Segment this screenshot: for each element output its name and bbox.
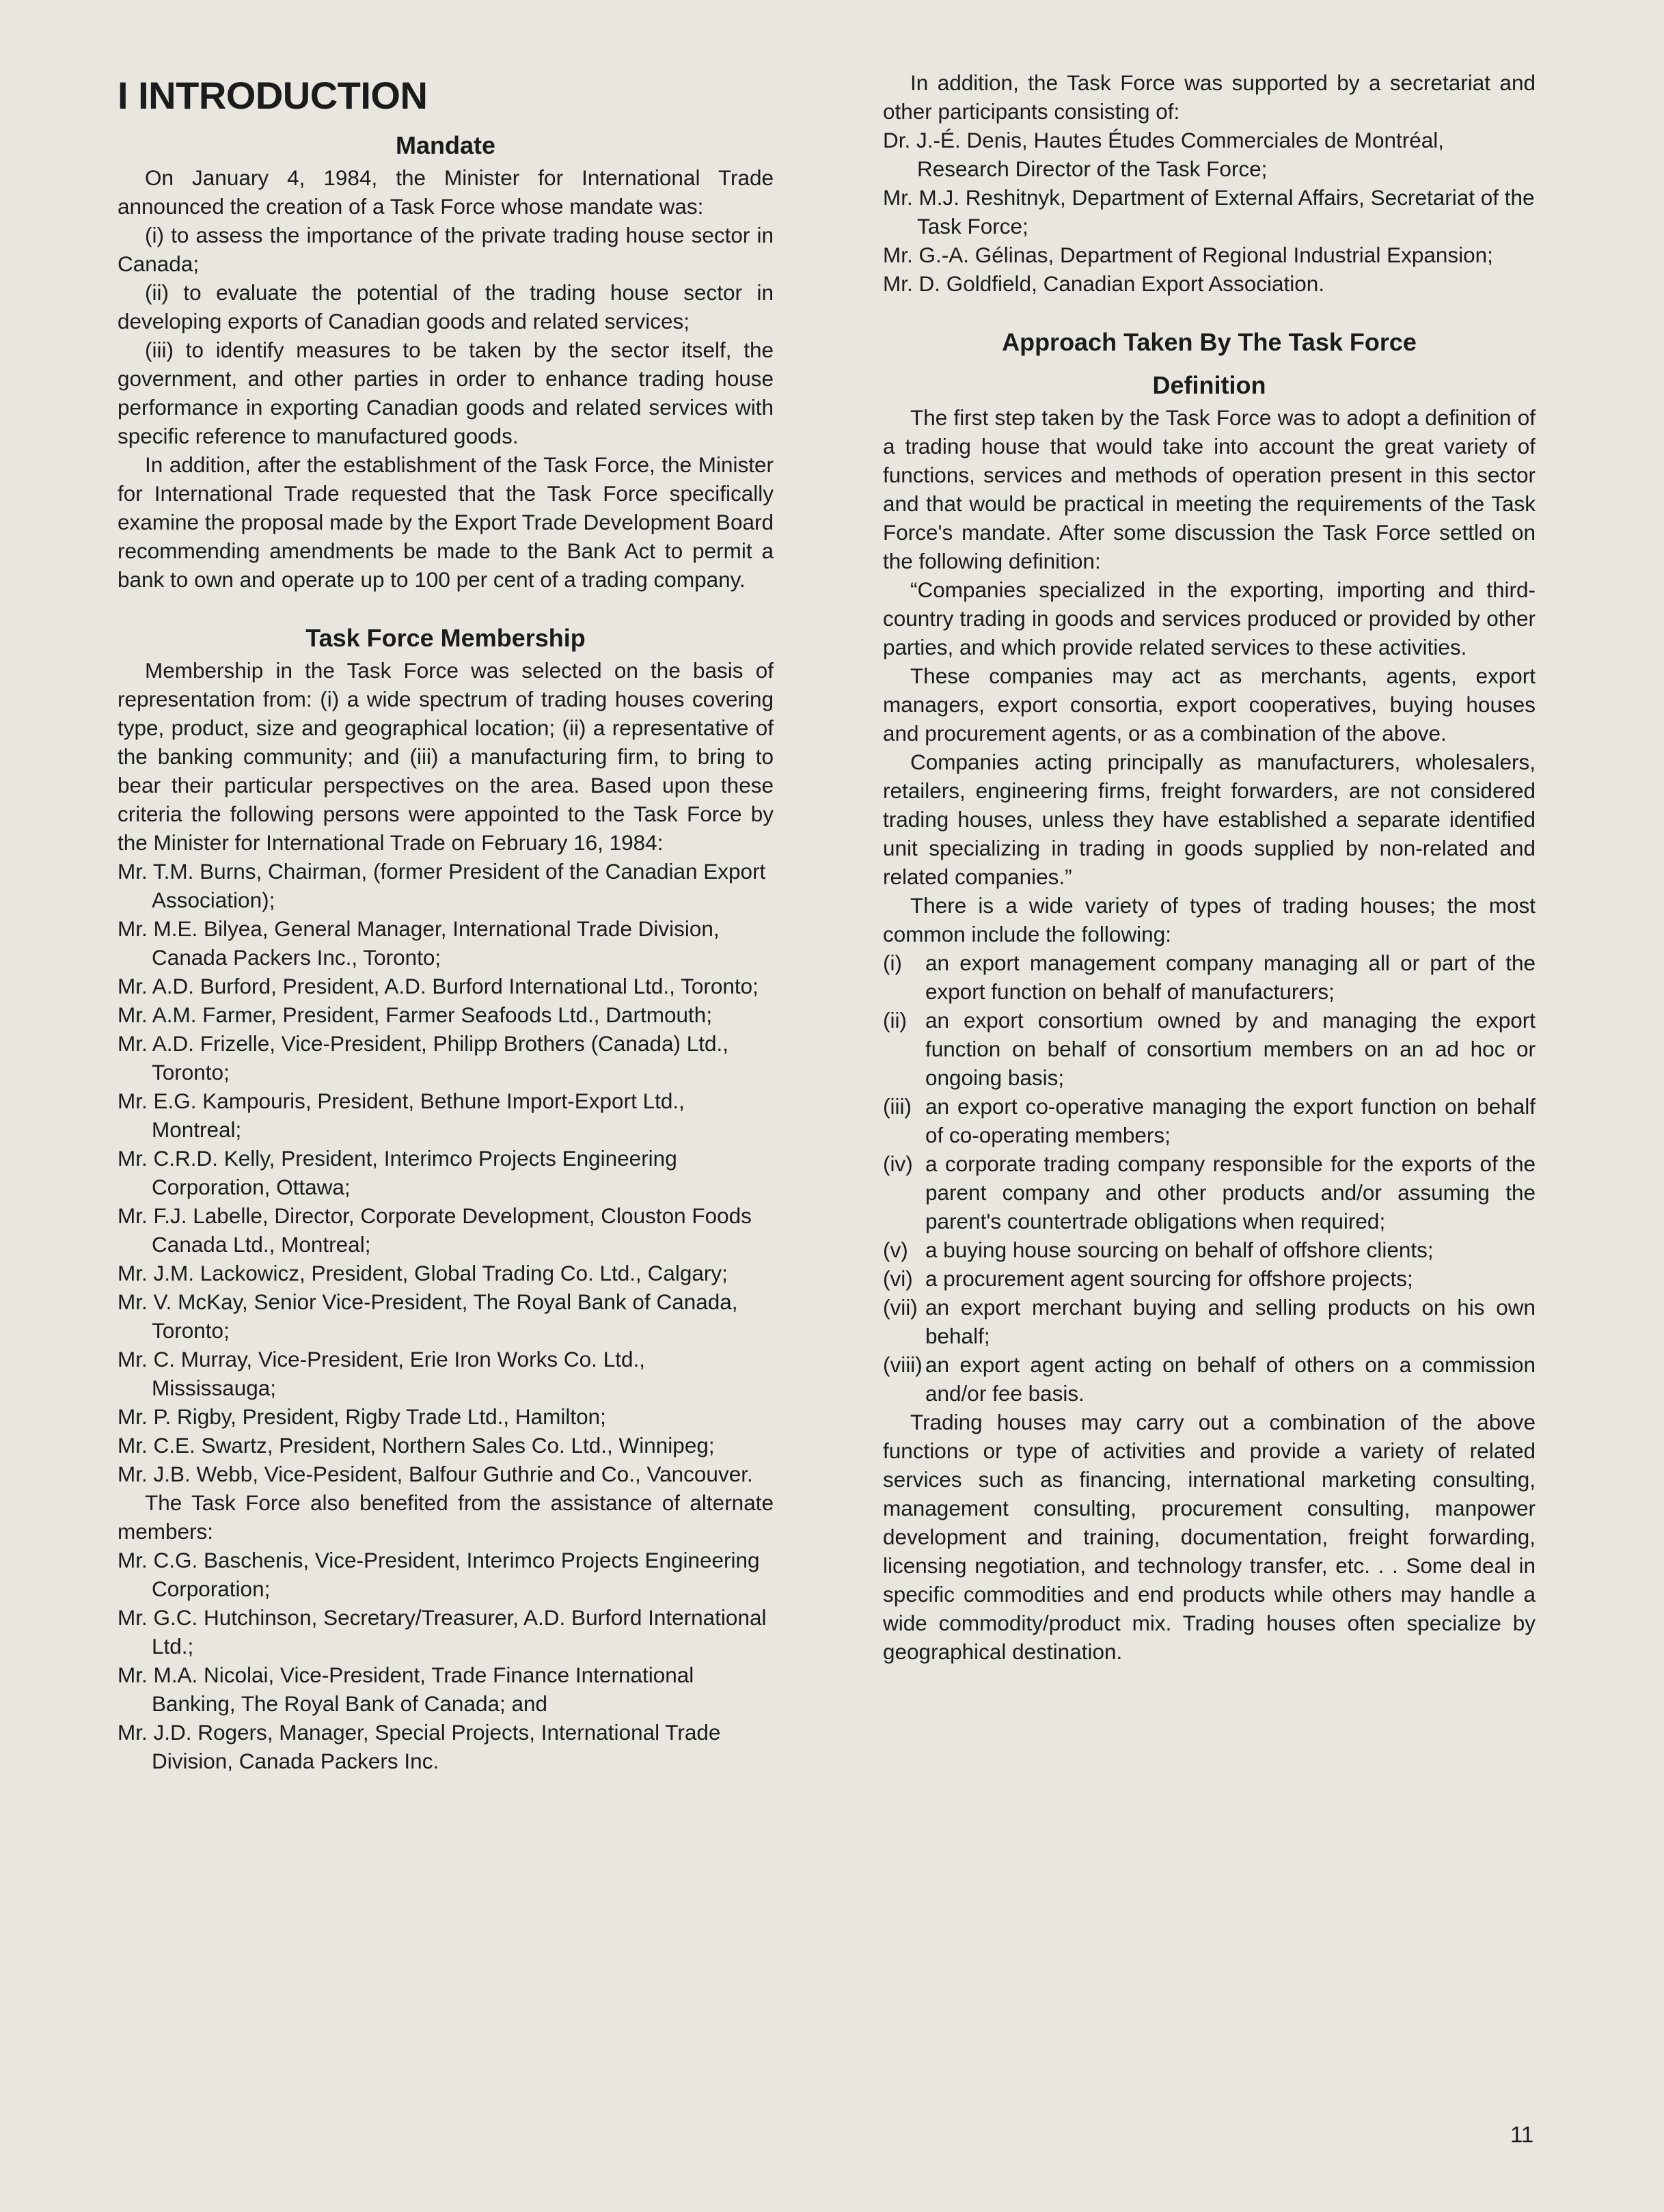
definition-paragraph: The first step taken by the Task Force was to adopt a definition of a trading house that would take into account the great variety of functions, services and methods of operation present in this sector and that would be practical in meeting the requirements of the Task Force's mandate. After some discussion the Task Force settled on the following definition: bbox=[883, 405, 1536, 573]
member-item: Mr. F.J. Labelle, Director, Corporate Development, Clouston Foods Canada Ltd., Montreal; bbox=[118, 1203, 752, 1257]
type-list-item bbox=[883, 1092, 1536, 1149]
type-text: an export management company managing all or part of the export function on behalf of manufacturers; bbox=[925, 951, 1536, 1004]
member-item: Mr. E.G. Kampouris, President, Bethune Import-Export Ltd., Montreal; bbox=[118, 1089, 685, 1143]
type-list-item bbox=[883, 1149, 1536, 1235]
membership-heading: Task Force Membership bbox=[305, 624, 586, 653]
type-number: (i) bbox=[883, 951, 902, 975]
type-list-item bbox=[883, 1006, 1536, 1092]
member-item: Mr. A.D. Frizelle, Vice-President, Philipp Brothers (Canada) Ltd., Toronto; bbox=[118, 1031, 729, 1085]
type-number: (viii) bbox=[883, 1352, 923, 1377]
type-text: an export merchant buying and selling products on his own behalf; bbox=[925, 1295, 1536, 1348]
secretariat-item: Mr. M.J. Reshitnyk, Department of External Affairs, Secretariat of the Task Force; bbox=[883, 185, 1535, 238]
member-item: Mr. C.R.D. Kelly, President, Interimco Projects Engineering Corporation, Ottawa; bbox=[118, 1146, 677, 1200]
page-number: 11 bbox=[1510, 2122, 1534, 2147]
member-item: Mr. C. Murray, Vice-President, Erie Iron Works Co. Ltd., Mississauga; bbox=[118, 1347, 645, 1401]
member-item: Mr. A.D. Burford, President, A.D. Burford International Ltd., Toronto; bbox=[118, 974, 759, 999]
page-title: I INTRODUCTION bbox=[118, 74, 428, 117]
alternate-item: Mr. M.A. Nicolai, Vice-President, Trade Finance International Banking, The Royal Bank of Canada; and bbox=[118, 1663, 694, 1717]
secretariat-item: Mr. D. Goldfield, Canadian Export Association. bbox=[883, 271, 1325, 296]
left-column bbox=[118, 68, 774, 1775]
member-item: Mr. C.E. Swartz, President, Northern Sales Co. Ltd., Winnipeg; bbox=[118, 1433, 715, 1458]
alternates-paragraph: The Task Force also benefited from the assistance of alternate members: bbox=[118, 1490, 774, 1544]
secretariat-item: Mr. G.-A. Gélinas, Department of Regional Industrial Expansion; bbox=[883, 243, 1493, 267]
type-text: an export consortium owned by and managing the export function on behalf of consortium members on an ad hoc or ongoing basis; bbox=[925, 1008, 1536, 1090]
type-text: a procurement agent sourcing for offshore projects; bbox=[925, 1266, 1413, 1291]
mandate-paragraph: On January 4, 1984, the Minister for International Trade announced the creation of a Task Force whose mandate was: bbox=[118, 165, 774, 219]
mandate-item: (iii) to identify measures to be taken by the sector itself, the government, and other parties in order to enhance trading house performance in exporting Canadian goods and related services with specific reference to manufactured goods. bbox=[118, 338, 774, 449]
type-text: an export agent acting on behalf of others on a commission and/or fee basis. bbox=[925, 1352, 1536, 1406]
membership-paragraph: Membership in the Task Force was selected on the basis of representation from: (i) a wide spectrum of trading houses covering type, product, size and geographical location; (ii) a representative of the banking community; and (iii) a manufacturing firm, to bring to bear their particular perspectives on the area. Based upon these criteria the following persons were appointed to the Task Force by the Minister for International Trade on February 16, 1984: bbox=[118, 658, 774, 856]
types-paragraph: There is a wide variety of types of trading houses; the most common include the following: bbox=[883, 893, 1536, 946]
approach-heading: Approach Taken By The Task Force bbox=[1002, 328, 1417, 356]
member-item: Mr. P. Rigby, President, Rigby Trade Ltd., Hamilton; bbox=[118, 1404, 606, 1430]
type-number: (v) bbox=[883, 1238, 908, 1262]
type-list-item bbox=[883, 1264, 1536, 1293]
secretariat-paragraph: In addition, the Task Force was supported by a secretariat and other participants consisting of: bbox=[883, 70, 1536, 124]
member-item: Mr. T.M. Burns, Chairman, (former President of the Canadian Export Association); bbox=[118, 859, 766, 913]
right-column bbox=[883, 68, 1536, 1666]
mandate-heading: Mandate bbox=[395, 131, 496, 160]
type-number: (vii) bbox=[883, 1295, 918, 1320]
mandate-item: (ii) to evaluate the potential of the trading house sector in developing exports of Canadian goods and related services; bbox=[118, 280, 774, 334]
type-number: (vi) bbox=[883, 1266, 913, 1291]
type-number: (iv) bbox=[883, 1151, 913, 1176]
mandate-item: (i) to assess the importance of the private trading house sector in Canada; bbox=[118, 223, 774, 277]
member-item: Mr. A.M. Farmer, President, Farmer Seafoods Ltd., Dartmouth; bbox=[118, 1002, 713, 1028]
secretariat-item: Dr. J.-É. Denis, Hautes Études Commerciales de Montréal, Research Director of the Task Force; bbox=[883, 128, 1445, 181]
type-number: (ii) bbox=[883, 1008, 907, 1033]
alternate-item: Mr. J.D. Rogers, Manager, Special Projects, International Trade Division, Canada Packers Inc. bbox=[118, 1720, 721, 1774]
type-number: (iii) bbox=[883, 1094, 912, 1119]
type-list-item bbox=[883, 1350, 1536, 1408]
closing-paragraph: Trading houses may carry out a combination of the above functions or type of activities and provide a variety of related services such as financing, international marketing consulting, management consulting, procurement consulting, manpower development and training, documentation, freight forwarding, licensing negotiation, and technology transfer, etc. . . Some deal in specific commodities and end products while others may handle a wide commodity/product mix. Trading houses often specialize by geographical destination. bbox=[883, 1410, 1536, 1664]
alternate-item: Mr. C.G. Baschenis, Vice-President, Interimco Projects Engineering Corporation; bbox=[118, 1548, 760, 1602]
type-text: a buying house sourcing on behalf of offshore clients; bbox=[925, 1238, 1434, 1262]
type-list-item bbox=[883, 1293, 1536, 1350]
type-text: a corporate trading company responsible for the exports of the parent company and other products and/or assuming the parent's countertrade obligations when required; bbox=[925, 1151, 1536, 1233]
member-item: Mr. V. McKay, Senior Vice-President, The Royal Bank of Canada, Toronto; bbox=[118, 1289, 738, 1343]
definition-heading: Definition bbox=[1152, 371, 1266, 399]
member-item: Mr. J.B. Webb, Vice-Pesident, Balfour Guthrie and Co., Vancouver. bbox=[118, 1462, 753, 1487]
definition-quote: “Companies specialized in the exporting, importing and third-country trading in goods and services produced or provided by other parties, and which provide related services to these activities. bbox=[883, 577, 1536, 659]
definition-quote: These companies may act as merchants, agents, export managers, export consortia, export cooperatives, buying houses and procurement agents, or as a combination of the above. bbox=[883, 664, 1536, 746]
alternate-item: Mr. G.C. Hutchinson, Secretary/Treasurer, A.D. Burford International Ltd.; bbox=[118, 1605, 767, 1659]
mandate-paragraph: In addition, after the establishment of the Task Force, the Minister for International Trade requested that the Task Force specifically examine the proposal made by the Export Trade Development Board recommending amendments be made to the Bank Act to permit a bank to own and operate up to 100 per cent of a trading company. bbox=[118, 452, 774, 592]
member-item: Mr. J.M. Lackowicz, President, Global Trading Co. Ltd., Calgary; bbox=[118, 1261, 728, 1286]
type-list-item bbox=[883, 948, 1536, 1006]
type-list-item bbox=[883, 1235, 1536, 1264]
type-text: an export co-operative managing the export function on behalf of co-operating members; bbox=[925, 1094, 1536, 1147]
definition-quote: Companies acting principally as manufacturers, wholesalers, retailers, engineering firms, freight forwarders, are not considered trading houses, unless they have established a separate identified unit specializing in trading in goods supplied by non-related and related companies.” bbox=[883, 750, 1536, 889]
member-item: Mr. M.E. Bilyea, General Manager, International Trade Division, Canada Packers Inc., Toronto; bbox=[118, 916, 720, 970]
